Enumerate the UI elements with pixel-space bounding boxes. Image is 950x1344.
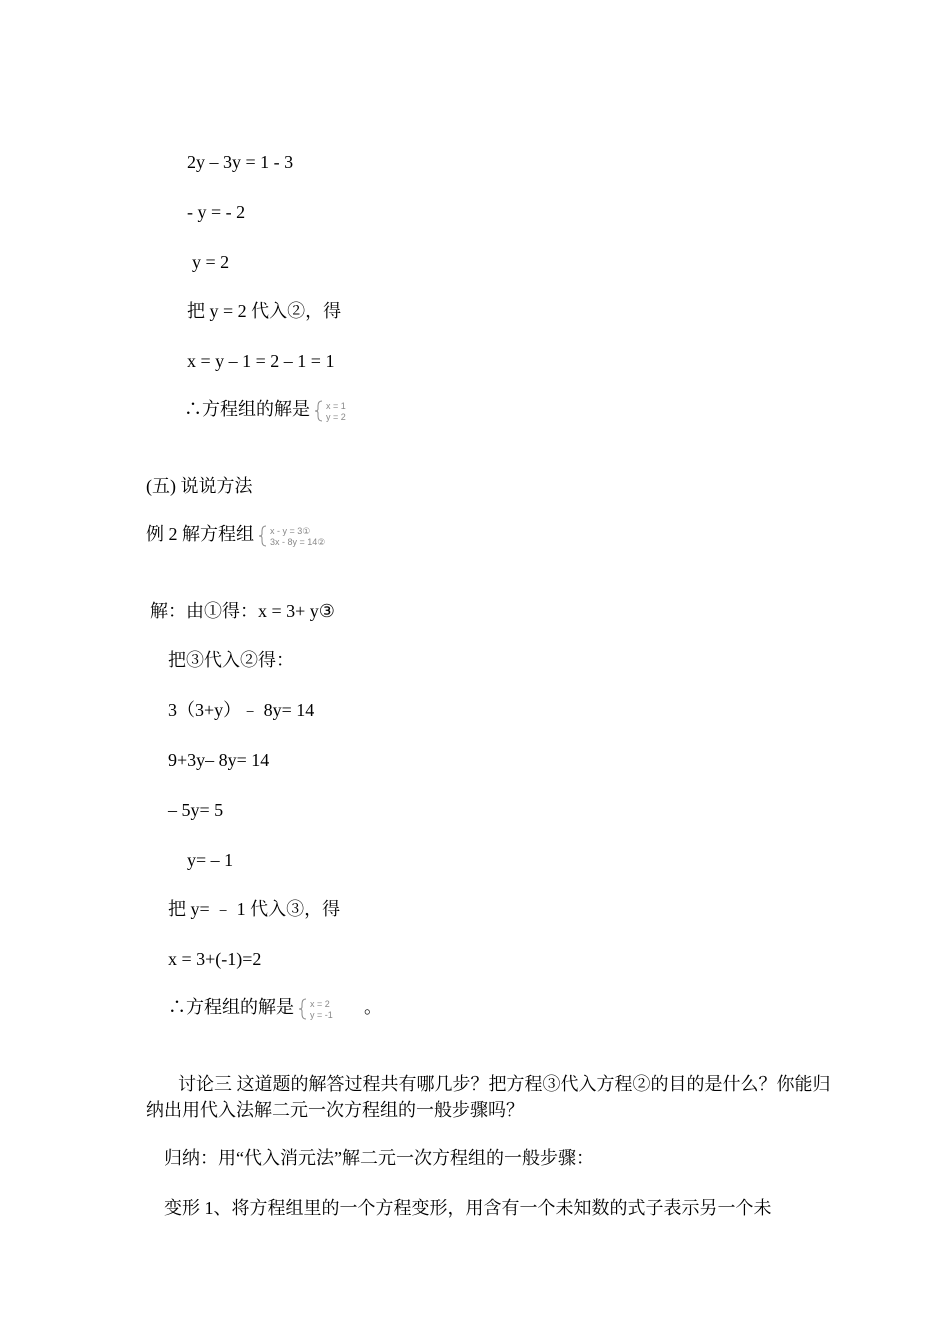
equation-line: x = 3+(-1)=2 bbox=[168, 949, 262, 969]
system-eq-2: 3x - 8y = 14② bbox=[270, 536, 326, 547]
equation-line: - y = - 2 bbox=[187, 202, 246, 222]
conclusion-text: ∴方程组的解是 bbox=[184, 399, 310, 419]
equation-line: 2y – 3y = 1 - 3 bbox=[187, 152, 294, 172]
equation-line: 9+3y– 8y= 14 bbox=[168, 750, 270, 770]
solution-conclusion bbox=[184, 398, 390, 423]
equation-line: y = 2 bbox=[192, 252, 230, 272]
section-title: (五) 说说方法 bbox=[146, 476, 253, 496]
example-label: 例 2 解方程组 bbox=[146, 524, 254, 544]
equation-line: 把③代入②得： bbox=[168, 650, 294, 670]
step-transform: 变形 1、将方程组里的一个方程变形，用含有一个未知数的式子表示另一个未 bbox=[164, 1198, 772, 1218]
system-eq-2: y = -1 bbox=[310, 1009, 333, 1020]
solution-conclusion bbox=[168, 996, 382, 1021]
equation-line: 把 y= ﹣ 1 代入③，得 bbox=[168, 899, 341, 919]
example-2 bbox=[146, 523, 388, 548]
conclusion-text: ∴方程组的解是 bbox=[168, 997, 294, 1017]
system-eq-1: x = 2 bbox=[310, 998, 330, 1009]
equation-system-image bbox=[258, 524, 388, 548]
summary-heading: 归纳：用“代入消元法”解二元一次方程组的一般步骤： bbox=[164, 1148, 594, 1168]
equation-line: – 5y= 5 bbox=[168, 800, 224, 820]
trailing-punctuation: 。 bbox=[364, 997, 382, 1017]
equation-system-image bbox=[314, 399, 390, 423]
equation-line: 3（3+y）﹣ 8y= 14 bbox=[168, 700, 315, 720]
system-eq-1: x - y = 3① bbox=[270, 525, 311, 536]
equation-line: 把 y = 2 代入②，得 bbox=[187, 301, 342, 321]
system-eq-1: x = 1 bbox=[326, 400, 346, 411]
discussion-paragraph: 讨论三 这道题的解答过程共有哪几步？把方程③代入方程②的目的是什么？你能归纳出用代入法解二元一次方程组的一般步骤吗？ bbox=[146, 1074, 831, 1120]
equation-line: y= – 1 bbox=[187, 850, 234, 870]
equation-line: x = y – 1 = 2 – 1 = 1 bbox=[187, 351, 335, 371]
equation-system-image bbox=[298, 997, 364, 1021]
system-eq-2: y = 2 bbox=[326, 411, 346, 422]
equation-line: 解：由①得：x = 3+ y③ bbox=[150, 601, 335, 621]
